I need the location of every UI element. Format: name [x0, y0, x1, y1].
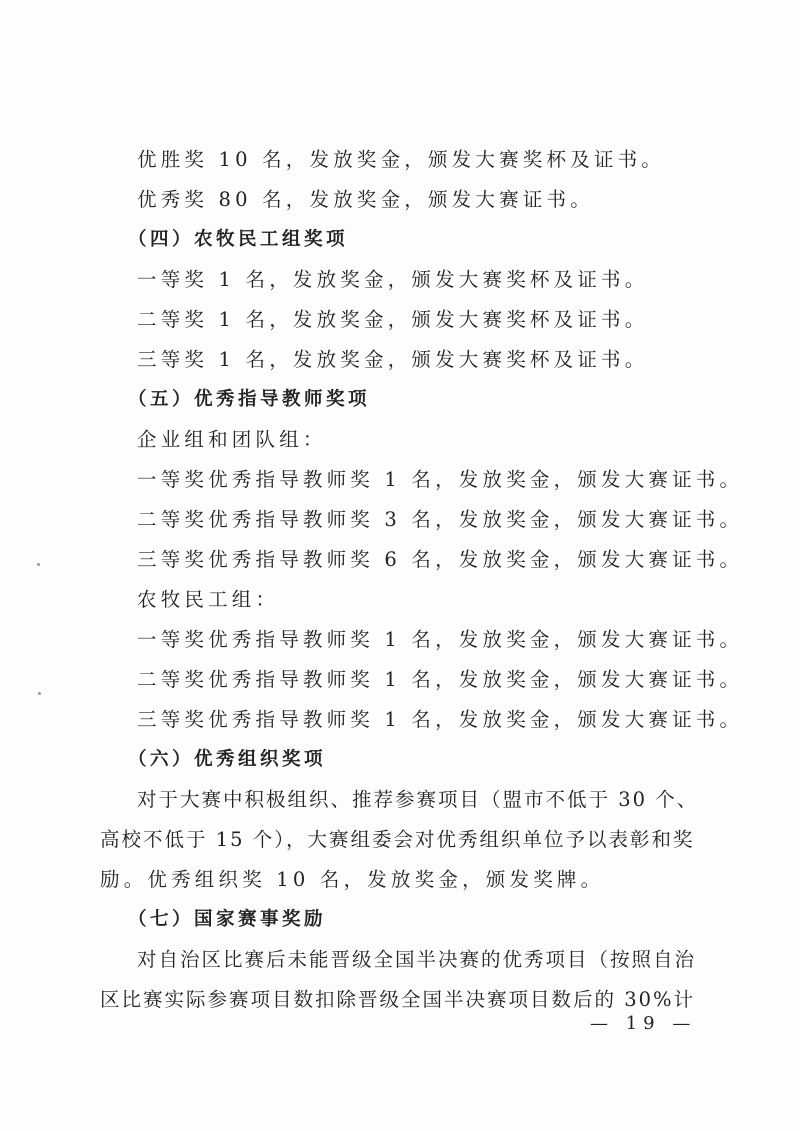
text-line-8: 企业组和团队组： — [137, 428, 327, 451]
paragraph-line-3: 励。优秀组织奖 10 名，发放奖金，颁发奖牌。 — [100, 868, 605, 891]
text-line-14: 二等奖优秀指导教师奖 1 名，发放奖金，颁发大赛证书。 — [137, 668, 744, 691]
text-line-1: 优胜奖 10 名，发放奖金，颁发大赛奖杯及证书。 — [137, 148, 666, 171]
text-line-10: 二等奖优秀指导教师奖 3 名，发放奖金，颁发大赛证书。 — [137, 508, 744, 531]
scan-speck — [37, 563, 40, 566]
text-line-13: 一等奖优秀指导教师奖 1 名，发放奖金，颁发大赛证书。 — [137, 628, 744, 651]
text-line-5: 二等奖 1 名，发放奖金，颁发大赛奖杯及证书。 — [137, 308, 649, 331]
page-number: — 19 — — [590, 1013, 697, 1034]
text-line-12: 农牧民工组： — [137, 588, 280, 611]
paragraph-line-1: 对于大赛中积极组织、推荐参赛项目（盟市不低于 30 个、 — [137, 788, 699, 811]
paragraph-line-2: 高校不低于 15 个），大赛组委会对优秀组织单位予以表彰和奖 — [100, 828, 695, 851]
text-line-4: 一等奖 1 名，发放奖金，颁发大赛奖杯及证书。 — [137, 268, 649, 291]
text-line-2: 优秀奖 80 名，发放奖金，颁发大赛证书。 — [137, 188, 594, 211]
text-line-11: 三等奖优秀指导教师奖 6 名，发放奖金，颁发大赛证书。 — [137, 548, 744, 571]
section-heading-4: （四）农牧民工组奖项 — [128, 229, 349, 250]
paragraph-line-5: 区比赛实际参赛项目数扣除晋级全国半决赛项目数后的 30%计 — [100, 988, 696, 1011]
text-line-6: 三等奖 1 名，发放奖金，颁发大赛奖杯及证书。 — [137, 348, 649, 371]
section-heading-6: （六）优秀组织奖项 — [128, 749, 327, 770]
text-line-9: 一等奖优秀指导教师奖 1 名，发放奖金，颁发大赛证书。 — [137, 468, 744, 491]
scan-speck — [38, 692, 41, 695]
text-line-15: 三等奖优秀指导教师奖 1 名，发放奖金，颁发大赛证书。 — [137, 708, 744, 731]
paragraph-line-4: 对自治区比赛后未能晋级全国半决赛的优秀项目（按照自治 — [137, 948, 697, 971]
section-heading-7: （七）国家赛事奖励 — [128, 909, 327, 930]
section-heading-5: （五）优秀指导教师奖项 — [128, 389, 371, 410]
